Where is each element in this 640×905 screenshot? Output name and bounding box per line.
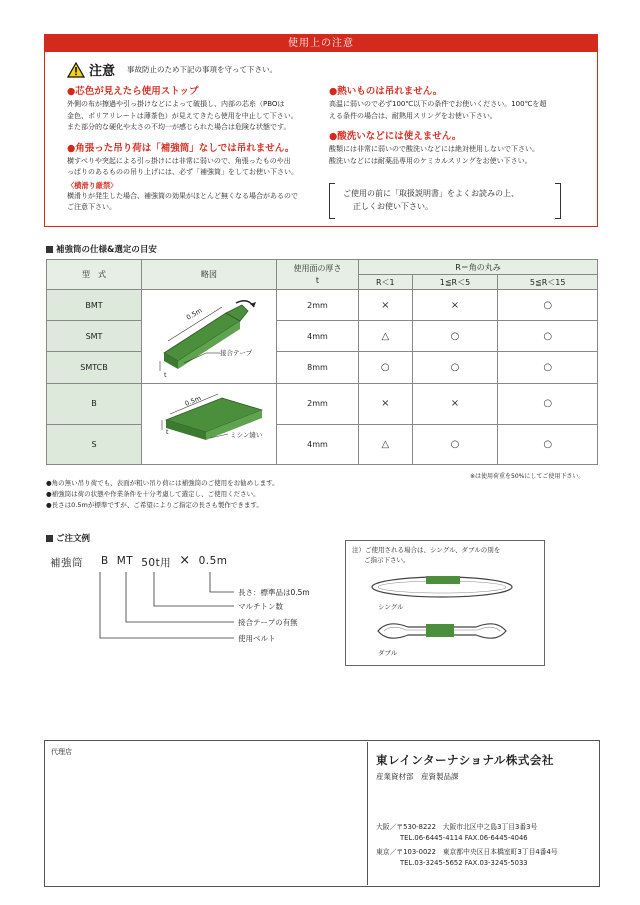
mark-cell: × — [412, 384, 498, 425]
spec-table — [46, 259, 598, 465]
order-code — [50, 555, 228, 570]
mark-cell: ○ — [498, 424, 598, 465]
core-color-text — [67, 99, 337, 134]
text-line: 酸類には非常に弱いので酸洗いなどには絶対使用しないで下さい。 — [329, 145, 539, 153]
col-thickness-header — [277, 260, 359, 290]
text-line: 正しくお使い下さい。 — [353, 202, 433, 211]
order-section-title-text: ご注文例 — [56, 534, 91, 544]
multiton-note: マルチトン数 — [238, 602, 283, 611]
caution-box — [44, 34, 598, 227]
company-addresses — [376, 822, 558, 869]
thickness-label: t — [166, 428, 169, 436]
model-cell: B — [47, 384, 142, 425]
square-bullet-icon — [46, 535, 53, 542]
order-section-title — [46, 532, 90, 544]
col-r-header: R＝角の丸み — [359, 260, 598, 275]
order-code-leader-lines — [90, 570, 240, 650]
mark-cell: △ — [359, 321, 413, 352]
tokyo-phone: TEL.03-3245-5652 FAX.03-3245-5033 — [400, 859, 528, 867]
note-line: ご指示下さい。 — [364, 556, 410, 564]
text-line: 横滑りが発生した場合、補強筒の効果がほとんど無くなる場合があるので — [67, 191, 298, 200]
table-row — [47, 384, 598, 425]
length-label: 0.5m — [185, 305, 204, 322]
warning-triangle-icon — [67, 62, 85, 78]
table-row — [47, 321, 598, 352]
joint-tape-label: 接合テープ — [220, 348, 253, 357]
mark-cell: × — [412, 290, 498, 321]
thickness-label: t — [164, 370, 167, 379]
text-line: 酸洗いなどには耐薬品専用のケミカルスリングをお使い下さい。 — [329, 156, 532, 165]
sling-note — [352, 545, 500, 565]
text-line: ご使用の前に「取扱説明書」をよくお読みの上、 — [343, 189, 519, 198]
table-header-row — [47, 260, 598, 275]
model-cell: SMT — [47, 321, 142, 352]
text-line: また部分的な硬化や太さの不均一が感じられた場合は危険な状態です。 — [67, 123, 291, 131]
caution-left-column — [67, 83, 337, 214]
table-note: ※は使用荷重を50%にしてご使用下さい。 — [470, 473, 585, 480]
code-part: 0.5m — [198, 555, 228, 567]
length-note: 長さ：標準品は0.5m — [238, 588, 310, 597]
spec-section-title-text: 補強筒の仕様&選定の目安 — [56, 245, 157, 255]
manual-notice — [329, 183, 561, 219]
warning-title: 注意 — [89, 64, 116, 79]
no-sideslip-text — [67, 191, 337, 214]
model-cell: BMT — [47, 290, 142, 321]
thickness-cell: 4mm — [277, 321, 359, 352]
col-r1-header: R＜1 — [359, 275, 413, 290]
tape-joined-sleeve-diagram — [144, 291, 274, 381]
osaka-address: 大阪／〒530-8222 大阪市北区中之島3丁目3番3号 — [376, 823, 538, 831]
thickness-cell: 8mm — [277, 352, 359, 384]
text-line: 外側の布が擦過や引っ掛けなどによって破損し、内部の芯糸（PBOは — [67, 100, 285, 108]
col-model-header: 型 式 — [47, 260, 142, 290]
single-label: シングル — [378, 603, 404, 611]
tokyo-address: 東京／〒103-0022 東京都中央区日本橋室町3丁目4番4号 — [376, 848, 558, 856]
core-color-heading: ●芯色が見えたら使用ストップ — [67, 86, 199, 97]
manual-notice-text — [343, 187, 519, 213]
text-line: ご注意下さい。 — [67, 203, 116, 211]
footer-divider — [367, 742, 368, 885]
company-name: 東レインターナショナル株式会社 — [376, 753, 554, 767]
mark-cell: ○ — [498, 321, 598, 352]
mark-cell: ○ — [412, 321, 498, 352]
text-line: 金色、ポリアリレートは薄茶色）が見えてきたら使用を中止して下さい。 — [67, 111, 298, 120]
code-part: 50t用 — [141, 557, 172, 569]
table-row — [47, 424, 598, 465]
square-bullet-icon — [46, 246, 53, 253]
code-part: B — [101, 555, 109, 567]
text-line: える条件の場合は、耐熱用スリングをお使い下さい。 — [329, 111, 497, 120]
joint-tape-note: 接合テープの有無 — [238, 618, 298, 627]
col-r3-header: 5≦R＜15 — [498, 275, 598, 290]
code-part: MT — [116, 555, 134, 567]
mark-cell: ○ — [412, 424, 498, 465]
length-label: 0.5m — [183, 394, 203, 408]
thickness-cell: 2mm — [277, 384, 359, 425]
sling-illustrations — [368, 567, 528, 657]
angular-load-text — [67, 156, 337, 179]
spec-section-title — [46, 243, 157, 255]
code-part: 補強筒 — [50, 557, 83, 569]
sewn-sleeve-diagram — [144, 384, 274, 462]
mark-cell: △ — [359, 424, 413, 465]
model-cell: S — [47, 424, 142, 465]
sewing-label: ミシン縫い — [230, 431, 263, 439]
mark-cell: ○ — [412, 352, 498, 384]
mark-cell: ○ — [498, 290, 598, 321]
thickness-header-line1: 使用面の厚さ — [293, 263, 342, 273]
osaka-phone: TEL.06-6445-4114 FAX.06-6445-4046 — [400, 834, 528, 842]
acid-heading: ●酸洗いなどには使えません。 — [329, 131, 462, 142]
angular-load-heading: ●角張った吊り荷は「補強筒」なしでは吊れません。 — [67, 142, 295, 154]
note-line: ●角の無い吊り荷でも、表面が粗い吊り荷には補強筒のご使用をお勧めします。 — [46, 479, 279, 487]
mark-cell: ○ — [498, 352, 598, 384]
hot-items-heading: ●熱いものは吊れません。 — [329, 86, 443, 97]
col-r2-header: 1≦R＜5 — [412, 275, 498, 290]
thickness-cell: 4mm — [277, 424, 359, 465]
warning-title-row — [67, 60, 277, 79]
caution-right-column — [329, 83, 594, 167]
figure-cell-bmt — [142, 290, 277, 384]
mark-cell: × — [359, 384, 413, 425]
bracket-left — [329, 183, 335, 219]
text-line: 横すべりや突起による引っ掛けには非常に弱いので、角張ったものや出 — [67, 156, 291, 165]
text-line: っぱりのあるものの吊り上げには、必ず「補強筒」をしてお使い下さい。 — [67, 168, 298, 176]
company-dept: 産業資材部 産資製品課 — [376, 772, 459, 781]
agent-label: 代理店 — [51, 748, 72, 756]
bracket-right — [555, 183, 561, 219]
acid-text — [329, 144, 594, 167]
double-label: ダブル — [378, 649, 398, 657]
caution-header: 使用上の注意 — [45, 35, 597, 52]
model-cell: SMTCB — [47, 352, 142, 384]
mark-cell: × — [359, 290, 413, 321]
text-line: 高温に弱いので必ず100℃以下の条件でお使いください。100℃を超 — [329, 100, 547, 108]
figure-cell-b — [142, 384, 277, 465]
no-sideslip-subheading: 〈横滑り厳禁〉 — [67, 180, 118, 190]
mark-cell: ○ — [498, 384, 598, 425]
hot-items-text — [329, 99, 594, 122]
table-row — [47, 290, 598, 321]
note-line: 注）ご使用される場合は、シングル、ダブルの別を — [352, 546, 501, 554]
belt-note: 使用ベルト — [238, 634, 276, 643]
code-part: × — [179, 553, 191, 568]
sling-type-box — [345, 540, 545, 666]
spec-notes — [46, 478, 279, 511]
thickness-cell: 2mm — [277, 290, 359, 321]
col-figure-header: 略図 — [142, 260, 277, 290]
note-line: ●補強筒は荷の状態や作業条件を十分考慮して選定し、ご使用ください。 — [46, 490, 260, 498]
thickness-header-line2: t — [315, 275, 320, 285]
company-block — [376, 752, 554, 782]
table-row — [47, 352, 598, 384]
mark-cell: ○ — [359, 352, 413, 384]
warning-lead: 事故防止のため下記の事項を守って下さい。 — [127, 65, 278, 74]
note-line: ●長さは0.5mが標準ですが、ご希望によりご指定の長さも製作できます。 — [46, 501, 263, 509]
